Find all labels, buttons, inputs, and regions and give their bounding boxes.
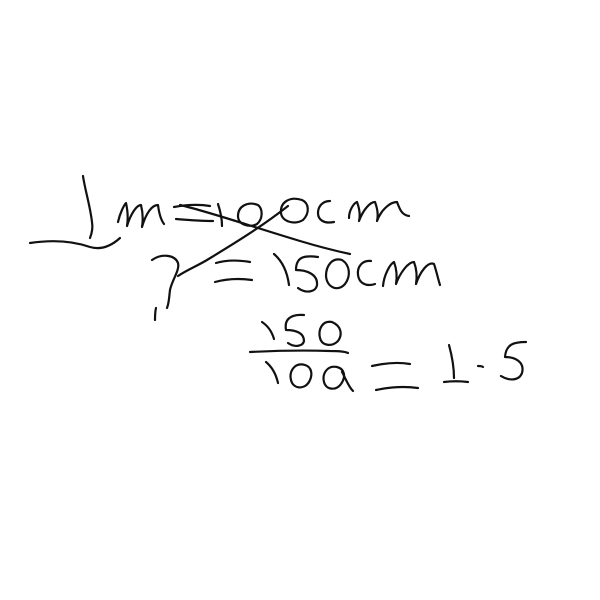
stroke-result-1 bbox=[449, 345, 454, 378]
stroke-den-0-a bbox=[291, 364, 312, 387]
stroke-equals-bottom-3 bbox=[376, 387, 418, 390]
stroke-letter-m bbox=[118, 203, 164, 227]
stroke-letter-m-2 bbox=[349, 202, 409, 221]
stroke-equals-top-3 bbox=[372, 363, 410, 366]
line-2-group bbox=[152, 254, 440, 320]
stroke-result-5 bbox=[501, 342, 526, 379]
stroke-digit-1-a bbox=[83, 176, 92, 238]
stroke-fraction-bar bbox=[250, 351, 348, 353]
stroke-letter-c-2 bbox=[358, 261, 375, 285]
stroke-equals-top-2 bbox=[216, 261, 250, 263]
stroke-letter-c bbox=[318, 201, 334, 223]
stroke-den-0-b bbox=[324, 367, 344, 389]
stroke-den-1 bbox=[266, 362, 278, 383]
stroke-num-1 bbox=[262, 322, 274, 339]
stroke-zero-3 bbox=[326, 259, 349, 288]
stroke-cross-out-2 bbox=[178, 206, 288, 276]
stroke-num-5 bbox=[286, 315, 304, 346]
stroke-digit-5 bbox=[296, 256, 318, 291]
fraction-group bbox=[250, 315, 526, 391]
stroke-digit-1-c bbox=[274, 254, 289, 285]
stroke-letter-m-3 bbox=[383, 262, 440, 286]
stroke-equals-bottom bbox=[176, 219, 213, 221]
stroke-result-dot bbox=[478, 366, 483, 367]
stroke-question-mark bbox=[152, 256, 178, 308]
stroke-num-0 bbox=[320, 322, 341, 345]
stroke-equals-bottom-2 bbox=[215, 279, 252, 282]
stroke-cross-out-1 bbox=[180, 205, 350, 254]
stroke-result-1-base bbox=[444, 381, 468, 382]
stroke-underline-left bbox=[30, 238, 120, 248]
stroke-question-dot bbox=[155, 308, 156, 320]
stroke-zero-2 bbox=[281, 199, 308, 223]
